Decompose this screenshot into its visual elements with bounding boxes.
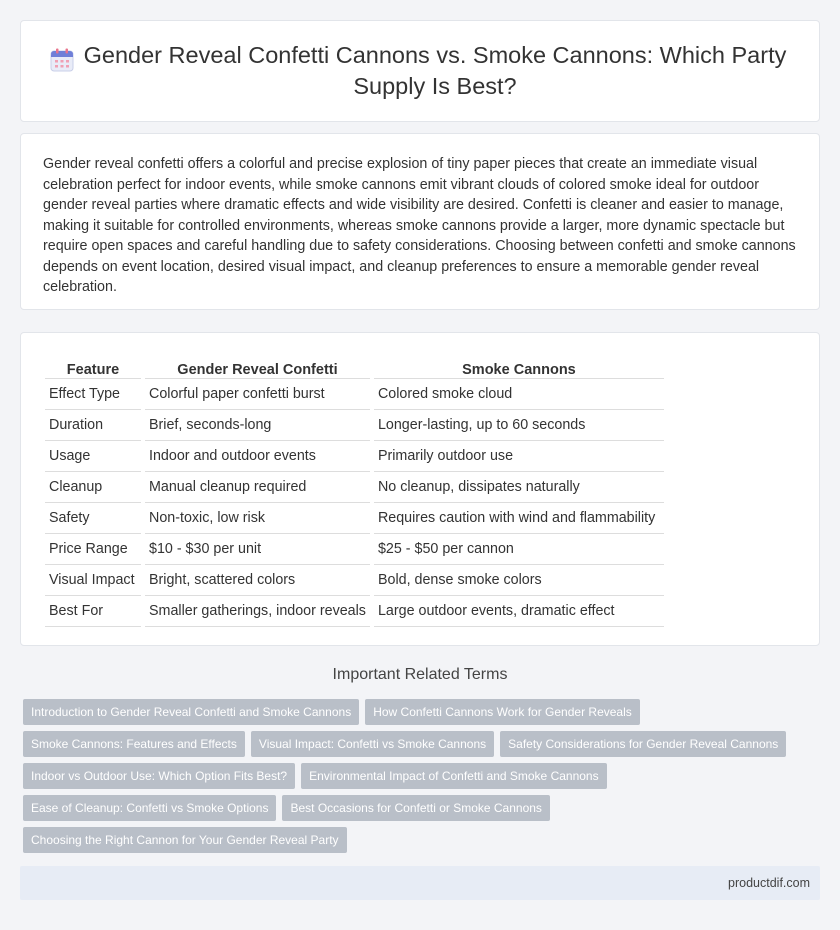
- comparison-card: [20, 332, 820, 646]
- related-term-tag[interactable]: Environmental Impact of Confetti and Smoke Cannons: [301, 763, 607, 789]
- cell-feature: Effect Type: [45, 379, 141, 410]
- cell-smoke: Colored smoke cloud: [374, 379, 664, 410]
- cell-feature: Duration: [45, 410, 141, 441]
- table-header-row: [45, 353, 664, 379]
- table-row: [45, 565, 664, 596]
- page-title: Gender Reveal Confetti Cannons vs. Smoke Cannons: Which Party Supply Is Best?: [83, 42, 787, 99]
- footer-site-name[interactable]: productdif.com: [728, 876, 810, 890]
- cell-confetti: Colorful paper confetti burst: [145, 379, 370, 410]
- table-row: [45, 379, 664, 410]
- related-term-tag[interactable]: Visual Impact: Confetti vs Smoke Cannons: [251, 731, 494, 757]
- cell-smoke: No cleanup, dissipates naturally: [374, 472, 664, 503]
- table-row: [45, 472, 664, 503]
- table-row: [45, 410, 664, 441]
- cell-smoke: Primarily outdoor use: [374, 441, 664, 472]
- cell-smoke: Large outdoor events, dramatic effect: [374, 596, 664, 627]
- table-row: [45, 441, 664, 472]
- cell-feature: Usage: [45, 441, 141, 472]
- cell-confetti: Brief, seconds-long: [145, 410, 370, 441]
- cell-feature: Best For: [45, 596, 141, 627]
- intro-card: [20, 133, 820, 310]
- header-card: [20, 20, 820, 122]
- table-row: [45, 534, 664, 565]
- footer: [20, 866, 820, 900]
- header-smoke: Smoke Cannons: [374, 353, 664, 379]
- cell-confetti: $10 - $30 per unit: [145, 534, 370, 565]
- cell-smoke: Longer-lasting, up to 60 seconds: [374, 410, 664, 441]
- table-row: [45, 596, 664, 627]
- cell-feature: Cleanup: [45, 472, 141, 503]
- related-term-tag[interactable]: Introduction to Gender Reveal Confetti and Smoke Cannons: [23, 699, 359, 725]
- cell-smoke: Requires caution with wind and flammability: [374, 503, 664, 534]
- related-terms-list: [23, 699, 813, 853]
- cell-smoke: $25 - $50 per cannon: [374, 534, 664, 565]
- related-term-tag[interactable]: Smoke Cannons: Features and Effects: [23, 731, 245, 757]
- table-row: [45, 503, 664, 534]
- intro-paragraph: Gender reveal confetti offers a colorful and precise explosion of tiny paper pieces that create an immediate visual celebration perfect for indoor events, while smoke cannons emit vibrant clouds of colored smoke ideal for outdoor gender reveal parties where dramatic effects and wide visibility are desired. Confetti is cleaner and easier to manage, making it suitable for controlled environments, whereas smoke cannons provide a larger, more dynamic spectacle but require open spaces and careful handling due to safety considerations. Choosing between confetti and smoke cannons depends on event location, desired visual impact, and cleanup preferences to ensure a memorable gender reveal celebration.: [43, 156, 796, 295]
- related-term-tag[interactable]: How Confetti Cannons Work for Gender Reveals: [365, 699, 640, 725]
- cell-feature: Safety: [45, 503, 141, 534]
- cell-smoke: Bold, dense smoke colors: [374, 565, 664, 596]
- cell-confetti: Indoor and outdoor events: [145, 441, 370, 472]
- related-term-tag[interactable]: Best Occasions for Confetti or Smoke Cannons: [282, 795, 549, 821]
- related-term-tag[interactable]: Indoor vs Outdoor Use: Which Option Fits Best?: [23, 763, 295, 789]
- related-term-tag[interactable]: Safety Considerations for Gender Reveal Cannons: [500, 731, 786, 757]
- related-terms-title: Important Related Terms: [332, 666, 508, 683]
- cell-confetti: Smaller gatherings, indoor reveals: [145, 596, 370, 627]
- header-confetti: Gender Reveal Confetti: [145, 353, 370, 379]
- cell-feature: Visual Impact: [45, 565, 141, 596]
- related-term-tag[interactable]: Ease of Cleanup: Confetti vs Smoke Options: [23, 795, 276, 821]
- cell-confetti: Non-toxic, low risk: [145, 503, 370, 534]
- related-term-tag[interactable]: Choosing the Right Cannon for Your Gender Reveal Party: [23, 827, 347, 853]
- header-feature: Feature: [45, 353, 141, 379]
- comparison-table: [41, 353, 668, 627]
- cell-feature: Price Range: [45, 534, 141, 565]
- cell-confetti: Bright, scattered colors: [145, 565, 370, 596]
- cell-confetti: Manual cleanup required: [145, 472, 370, 503]
